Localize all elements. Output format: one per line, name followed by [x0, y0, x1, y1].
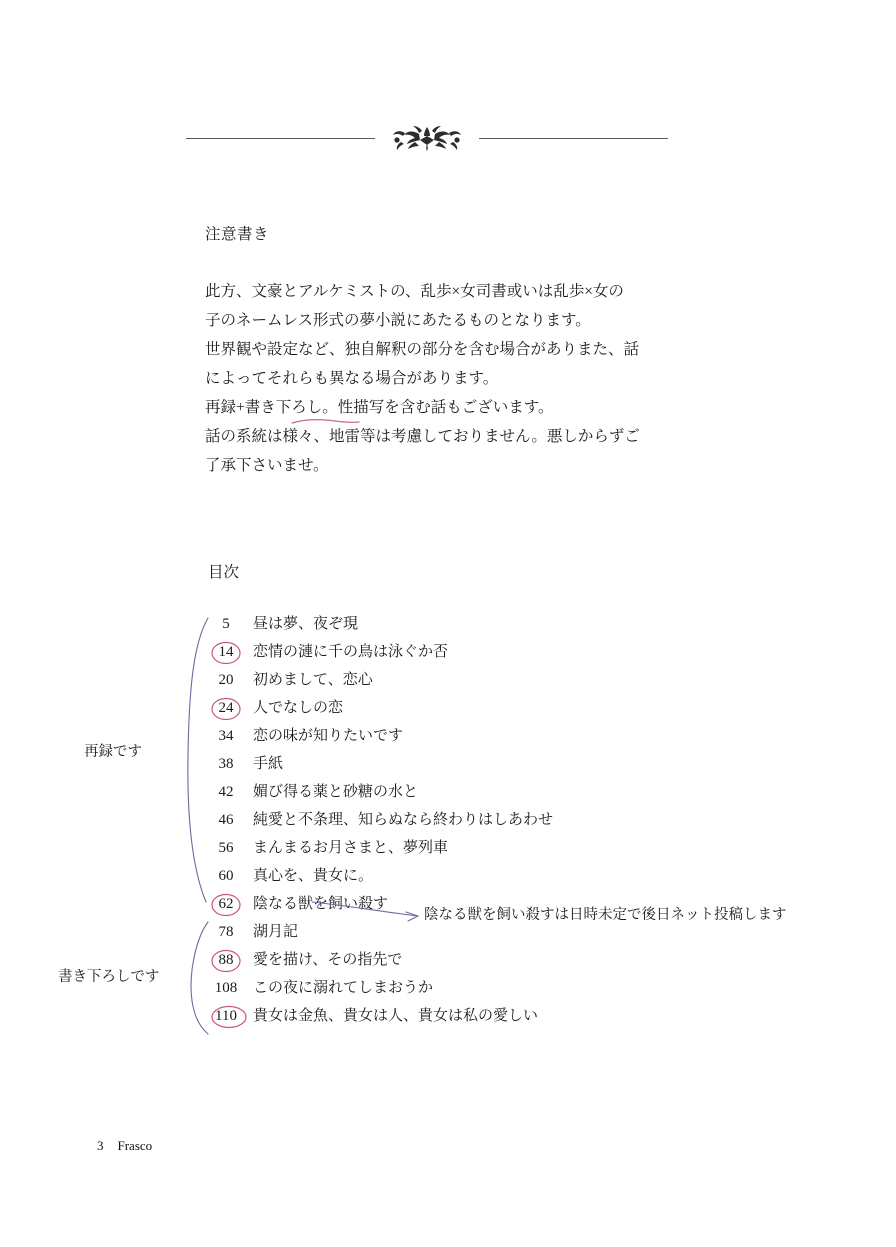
toc-entry[interactable] — [205, 808, 725, 836]
toc-list — [205, 612, 725, 1032]
toc-page-number-text: 62 — [218, 896, 234, 912]
annotation-reroku: 再録です — [84, 744, 142, 760]
toc-page-number-text: 24 — [218, 700, 234, 716]
notice-heading: 注意書き — [205, 226, 270, 243]
toc-page-number-text: 110 — [215, 1008, 237, 1024]
toc-entry-title: 真心を、貴女に。 — [253, 868, 374, 884]
footer-author-name: Frasco — [117, 1138, 153, 1153]
toc-entry[interactable] — [205, 724, 725, 752]
toc-page-number: 60 — [218, 868, 234, 884]
toc-page-number — [205, 644, 247, 661]
toc-entry-title: 人でなしの恋 — [253, 700, 344, 716]
toc-page-number: 34 — [218, 728, 234, 744]
toc-page-number — [205, 700, 247, 717]
toc-entry-title: 湖月記 — [253, 924, 299, 940]
notice-line: によってそれらも異なる場合があります。 — [205, 370, 499, 387]
toc-entry-title: 貴女は金魚、貴女は人、貴女は私の愛しい — [253, 1008, 539, 1024]
toc-page-number — [205, 896, 247, 913]
toc-entry-title: 恋情の漣に千の鳥は泳ぐか否 — [253, 644, 449, 660]
toc-entry[interactable] — [205, 668, 725, 696]
toc-page-number: 38 — [218, 756, 234, 772]
toc-entry-title: この夜に溺れてしまおうか — [253, 980, 434, 996]
page-footer — [97, 1138, 152, 1154]
notice-line: 子のネームレス形式の夢小説にあたるものとなります。 — [205, 312, 591, 329]
toc-entry[interactable] — [205, 976, 725, 1004]
toc-entry-title: 恋の味が知りたいです — [253, 728, 404, 744]
notice-body — [205, 277, 685, 480]
notice-line: 世界観や設定など、独自解釈の部分を含む場合がありまた、話 — [205, 341, 640, 358]
toc-entry-title: 媚び得る薬と砂糖の水と — [253, 784, 419, 800]
toc-entry[interactable] — [205, 696, 725, 724]
toc-page-number: 20 — [218, 672, 234, 688]
toc-entry-title: 手紙 — [253, 756, 284, 772]
toc-page-number: 5 — [222, 616, 230, 632]
divider-rule-left — [186, 138, 375, 139]
toc-page-number-text: 88 — [218, 952, 234, 968]
toc-page-number: 78 — [218, 924, 234, 940]
toc-entry[interactable] — [205, 780, 725, 808]
floral-divider-ornament-icon — [375, 121, 479, 155]
notice-line: 話の系統は様々、地雷等は考慮しておりません。悪しからずご — [205, 428, 640, 445]
toc-entry-title: 陰なる獣を飼い殺す — [253, 896, 389, 912]
toc-page-number-text: 14 — [218, 644, 234, 660]
divider-rule-right — [479, 138, 668, 139]
toc-page-number: 108 — [214, 980, 238, 996]
toc-entry[interactable] — [205, 948, 725, 976]
handwritten-underline-annotation — [291, 418, 354, 424]
reroku-brace-annotation — [184, 616, 210, 906]
ornament-divider — [186, 120, 668, 156]
toc-entry[interactable] — [205, 752, 725, 780]
toc-entry-title: まんまるお月さまと、夢列車 — [253, 840, 449, 856]
notice-line: 了承下さいませ。 — [205, 457, 329, 474]
toc-page-number: 46 — [218, 812, 234, 828]
toc-entry[interactable] — [205, 836, 725, 864]
toc-entry[interactable] — [205, 612, 725, 640]
notice-line: 再録+書き下ろし。性描写を含む話もございます。 — [205, 399, 554, 416]
toc-heading: 目次 — [208, 564, 240, 581]
annotation-note: 陰なる獣を飼い殺すは日時未定で後日ネット投稿します — [424, 907, 787, 923]
note-arrow-annotation — [310, 898, 426, 924]
toc-page-number: 56 — [218, 840, 234, 856]
toc-entry[interactable] — [205, 1004, 725, 1032]
kakioroshi-brace-annotation — [186, 920, 212, 1036]
toc-entry-title: 昼は夢、夜ぞ現 — [253, 616, 359, 632]
annotation-kakioroshi: 書き下ろしです — [58, 969, 160, 985]
toc-entry-title: 純愛と不条理、知らぬなら終わりはしあわせ — [253, 812, 554, 828]
toc-entry-title: 愛を描け、その指先で — [253, 952, 403, 968]
toc-entry[interactable] — [205, 640, 725, 668]
footer-page-number: 3 — [97, 1138, 104, 1153]
toc-page-number: 42 — [218, 784, 234, 800]
toc-entry-title: 初めまして、恋心 — [253, 672, 373, 688]
toc-entry[interactable] — [205, 864, 725, 892]
notice-line: 此方、文豪とアルケミストの、乱歩×女司書或いは乱歩×女の — [205, 283, 624, 300]
